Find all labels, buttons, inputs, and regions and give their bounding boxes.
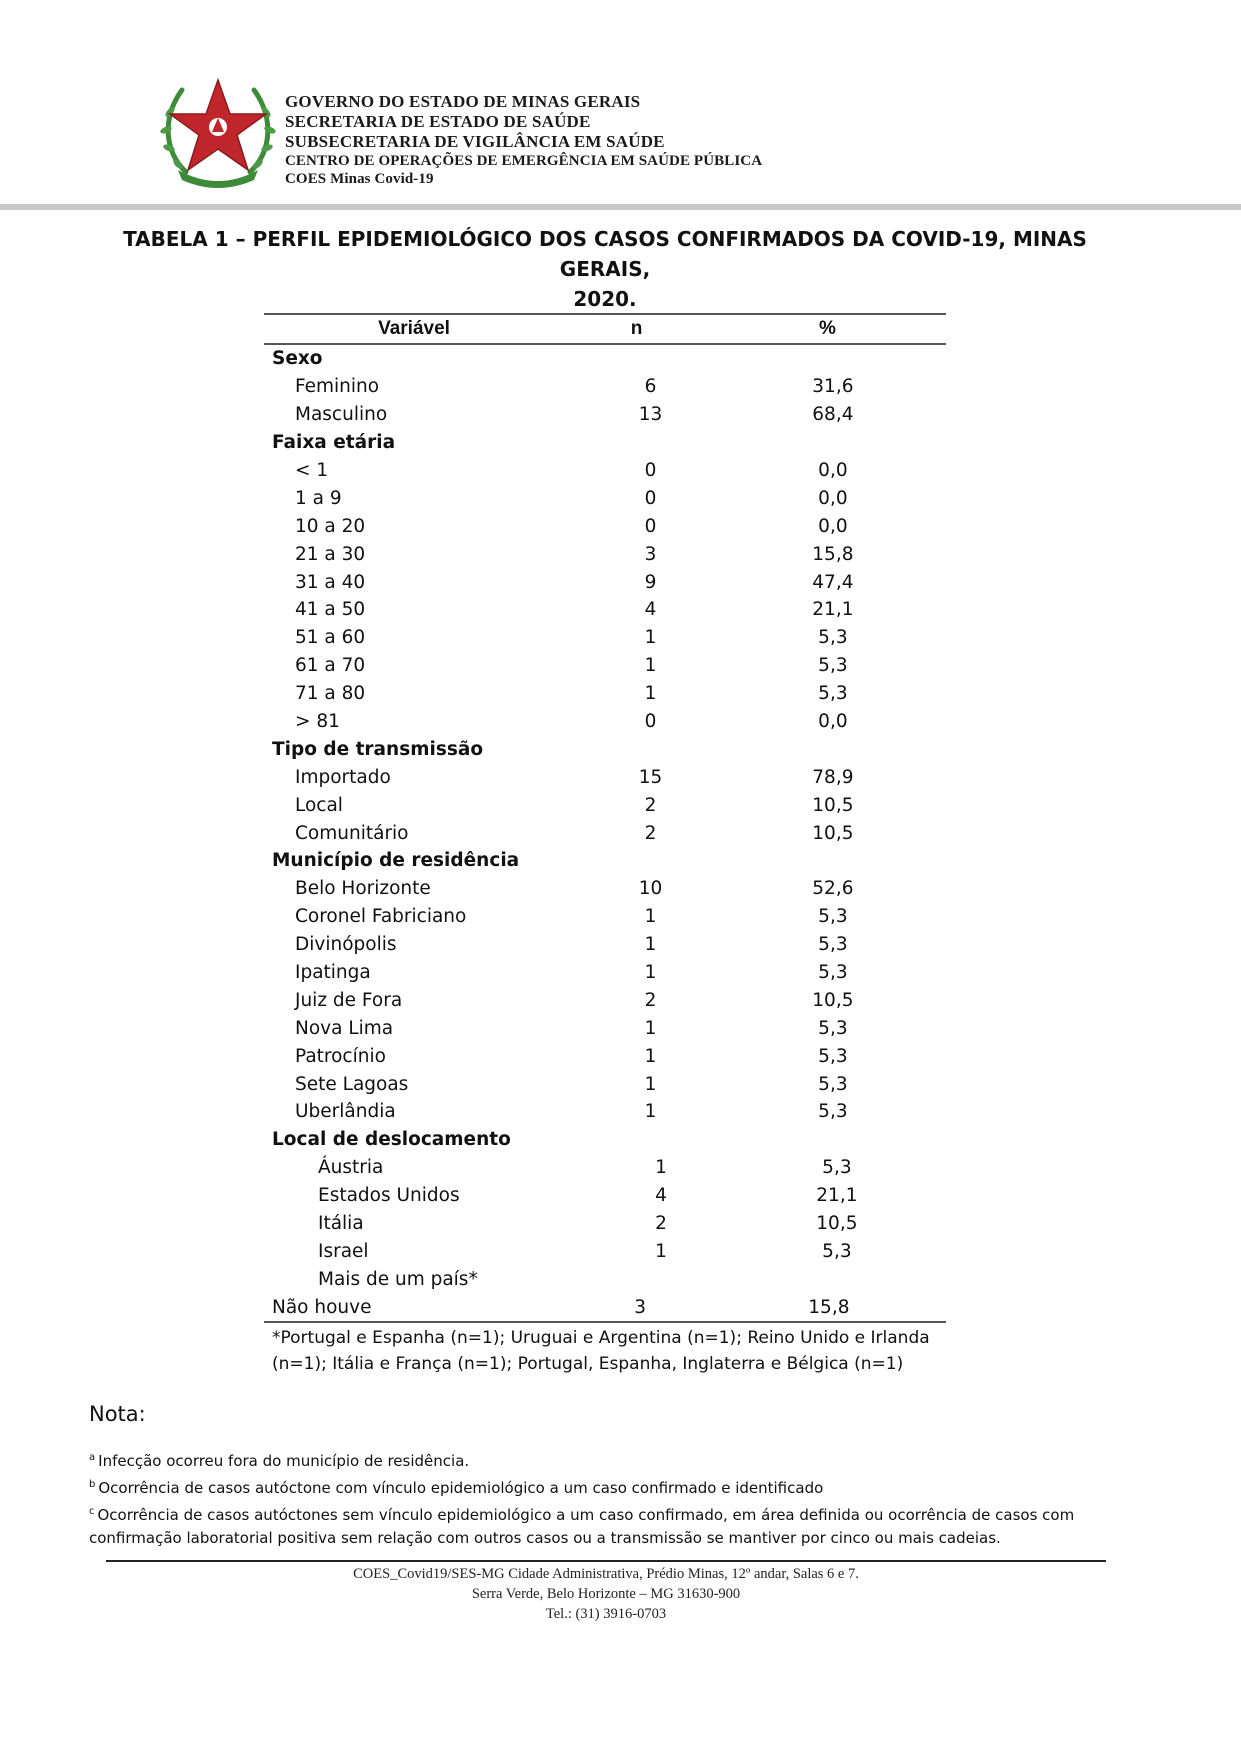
table-row [264,1042,946,1070]
row-label: 51 a 60 [295,627,366,649]
letterhead-text [285,92,762,188]
row-percent: 5,3 [818,627,848,649]
row-label: Itália [318,1213,364,1235]
row-percent: 15,8 [812,543,854,565]
table-row [264,1014,946,1042]
note-item [89,1446,1129,1473]
row-count: 1 [644,962,657,984]
header-percent: % [819,318,836,339]
table-row [264,1070,946,1098]
table-row [264,959,946,987]
table-row [264,1154,946,1182]
row-label: Mais de um país* [318,1268,478,1290]
row-percent: 0,0 [818,711,848,733]
table-row [264,1126,946,1154]
table-row [264,624,946,652]
row-percent: 10,5 [812,989,854,1011]
table-row [264,457,946,485]
row-percent: 15,8 [808,1296,850,1318]
row-label: Patrocínio [295,1045,386,1067]
row-label: Feminino [295,376,380,398]
row-label: < 1 [295,460,329,481]
row-percent: 0,0 [818,515,848,537]
table-row [264,596,946,624]
row-percent: 47,4 [812,571,854,593]
notes-title: Nota: [89,1402,146,1426]
row-percent: 10,5 [812,794,854,816]
epidemiological-table [264,313,946,1377]
row-count: 0 [644,460,657,481]
footer-divider [106,1560,1106,1562]
note-item [89,1500,1129,1550]
row-count: 1 [644,906,657,928]
table-row [264,1265,946,1293]
row-percent: 5,3 [818,906,848,928]
row-count: 1 [644,1073,657,1095]
letterhead-line: GOVERNO DO ESTADO DE MINAS GERAIS [285,92,641,111]
table-title-line: 2020. [573,287,637,311]
row-label: Município de residência [272,850,520,872]
table-row [264,819,946,847]
row-label: 21 a 30 [295,543,366,565]
row-count: 4 [644,599,657,621]
row-percent: 5,3 [818,962,848,984]
table-row [264,1210,946,1238]
row-percent: 5,3 [822,1157,852,1179]
row-percent: 68,4 [812,404,854,426]
row-count: 1 [644,934,657,956]
table-row [264,1098,946,1126]
row-percent: 21,1 [816,1185,858,1207]
table-row [264,1238,946,1266]
row-label: Comunitário [295,822,409,844]
row-label: Ipatinga [295,962,371,984]
letterhead-line: CENTRO DE OPERAÇÕES DE EMERGÊNCIA EM SAÚDE PÚBLICA [285,153,763,169]
row-count: 0 [644,711,657,733]
row-label: 71 a 80 [295,683,366,705]
row-percent: 5,3 [818,1073,848,1095]
row-count: 3 [644,543,657,565]
row-percent: 5,3 [818,934,848,956]
row-label: Masculino [295,404,388,426]
row-count: 0 [644,487,657,509]
table-row [264,735,946,763]
row-percent: 5,3 [818,655,848,677]
row-label: Faixa etária [272,432,396,454]
row-percent: 5,3 [818,1017,848,1039]
row-percent: 5,3 [822,1240,852,1262]
table-header [264,313,946,345]
table-body [264,345,946,1321]
row-label: Coronel Fabriciano [295,906,467,928]
footer-line: Tel.: (31) 3916-0703 [545,1606,667,1622]
row-count: 0 [644,515,657,537]
row-label: Importado [295,766,391,788]
table-row [264,568,946,596]
row-label: Sete Lagoas [295,1073,409,1095]
table-row [264,512,946,540]
row-label: Tipo de transmissão [272,738,484,760]
table-row [264,875,946,903]
row-count: 1 [655,1157,667,1179]
row-label: Juiz de Fora [295,989,403,1011]
table-row [264,931,946,959]
notes-list [89,1446,1129,1550]
note-text: Infecção ocorreu fora do município de residência. [98,1452,470,1470]
letterhead [0,0,1241,210]
row-label: Nova Lima [295,1017,394,1039]
row-label: Belo Horizonte [295,878,431,900]
row-count: 2 [644,989,657,1011]
row-percent: 0,0 [818,487,848,509]
table-row [264,791,946,819]
row-percent: 5,3 [818,683,848,705]
table-row [264,652,946,680]
row-label: Divinópolis [295,934,397,956]
row-percent: 10,5 [812,822,854,844]
row-count: 2 [655,1213,667,1235]
row-label: 31 a 40 [295,571,366,593]
table-row [264,1182,946,1210]
table-title [100,224,1110,314]
row-label: Sexo [272,348,323,370]
row-count: 1 [644,1045,657,1067]
footer-line: COES_Covid19/SES-MG Cidade Administrativa, Prédio Minas, 12º andar, Salas 6 e 7. [353,1566,859,1582]
table-row [264,986,946,1014]
note-mark: a [89,1452,96,1463]
row-percent: 52,6 [812,878,854,900]
header-n: n [630,318,643,339]
table-title-line: TABELA 1 – PERFIL EPIDEMIOLÓGICO DOS CASOS CONFIRMADOS DA COVID-19, MINAS GERAIS, [123,227,1087,281]
row-label: Uberlândia [295,1101,396,1123]
table-footnote: *Portugal e Espanha (n=1); Uruguai e Argentina (n=1); Reino Unido e Irlanda (n=1); Itália e França (n=1); Portugal, Espanha, Inglaterra e Bélgica (n=1) [272,1328,930,1375]
row-count: 1 [644,683,657,705]
row-count: 13 [638,404,663,426]
table-row [264,540,946,568]
table-row [264,847,946,875]
note-text: Ocorrência de casos autóctones sem vínculo epidemiológico a um caso confirmado, em área definida ou ocorrência de casos com confirmação laboratorial positiva sem relação com outros casos ou a transmissão se mantiver por cinco ou mais cadeias. [89,1506,1075,1547]
row-count: 1 [644,655,657,677]
row-count: 1 [644,1017,657,1039]
footer-line: Serra Verde, Belo Horizonte – MG 31630-900 [471,1586,741,1602]
row-label: 41 a 50 [295,599,366,621]
row-label: Local [295,794,343,816]
row-count: 3 [634,1296,647,1318]
row-label: 1 a 9 [295,487,342,509]
row-percent: 0,0 [818,460,848,481]
row-label: Local de deslocamento [272,1129,511,1151]
row-label: 61 a 70 [295,655,366,677]
letterhead-line: SECRETARIA DE ESTADO DE SAÚDE [285,112,591,131]
note-text: Ocorrência de casos autóctone com vínculo epidemiológico a um caso confirmado e identificado [98,1479,824,1497]
note-mark: b [89,1479,96,1490]
row-count: 10 [638,878,663,900]
table-row [264,401,946,429]
row-count: 15 [638,766,663,788]
row-percent: 10,5 [816,1213,858,1235]
table-row [264,903,946,931]
row-percent: 31,6 [812,376,854,398]
row-count: 4 [655,1185,667,1207]
table-row [264,763,946,791]
row-label: Israel [318,1240,369,1262]
footer-address [0,1564,1212,1624]
row-percent: 5,3 [818,1101,848,1123]
table-row [264,484,946,512]
letterhead-line: COES Minas Covid-19 [285,171,434,187]
row-count: 1 [644,627,657,649]
coat-of-arms-icon [156,72,280,190]
table-row [264,1293,946,1321]
letterhead-line: SUBSECRETARIA DE VIGILÂNCIA EM SAÚDE [285,132,665,151]
table-row [264,429,946,457]
row-percent: 78,9 [812,766,854,788]
table-row [264,680,946,708]
note-mark: c [89,1506,95,1517]
row-count: 9 [644,571,657,593]
row-count: 2 [644,822,657,844]
row-count: 6 [644,376,657,398]
table-row [264,345,946,373]
table-row [264,708,946,736]
row-count: 1 [655,1240,667,1262]
row-count: 2 [644,794,657,816]
note-item [89,1473,1129,1500]
row-label: Não houve [272,1296,372,1318]
row-label: Áustria [318,1157,384,1179]
row-label: Estados Unidos [318,1185,460,1207]
row-count: 1 [644,1101,657,1123]
header-variable: Variável [378,318,450,339]
header-divider [0,204,1241,210]
row-label: > 81 [295,711,340,733]
row-percent: 5,3 [818,1045,848,1067]
row-percent: 21,1 [812,599,854,621]
table-row [264,373,946,401]
row-label: 10 a 20 [295,515,366,537]
